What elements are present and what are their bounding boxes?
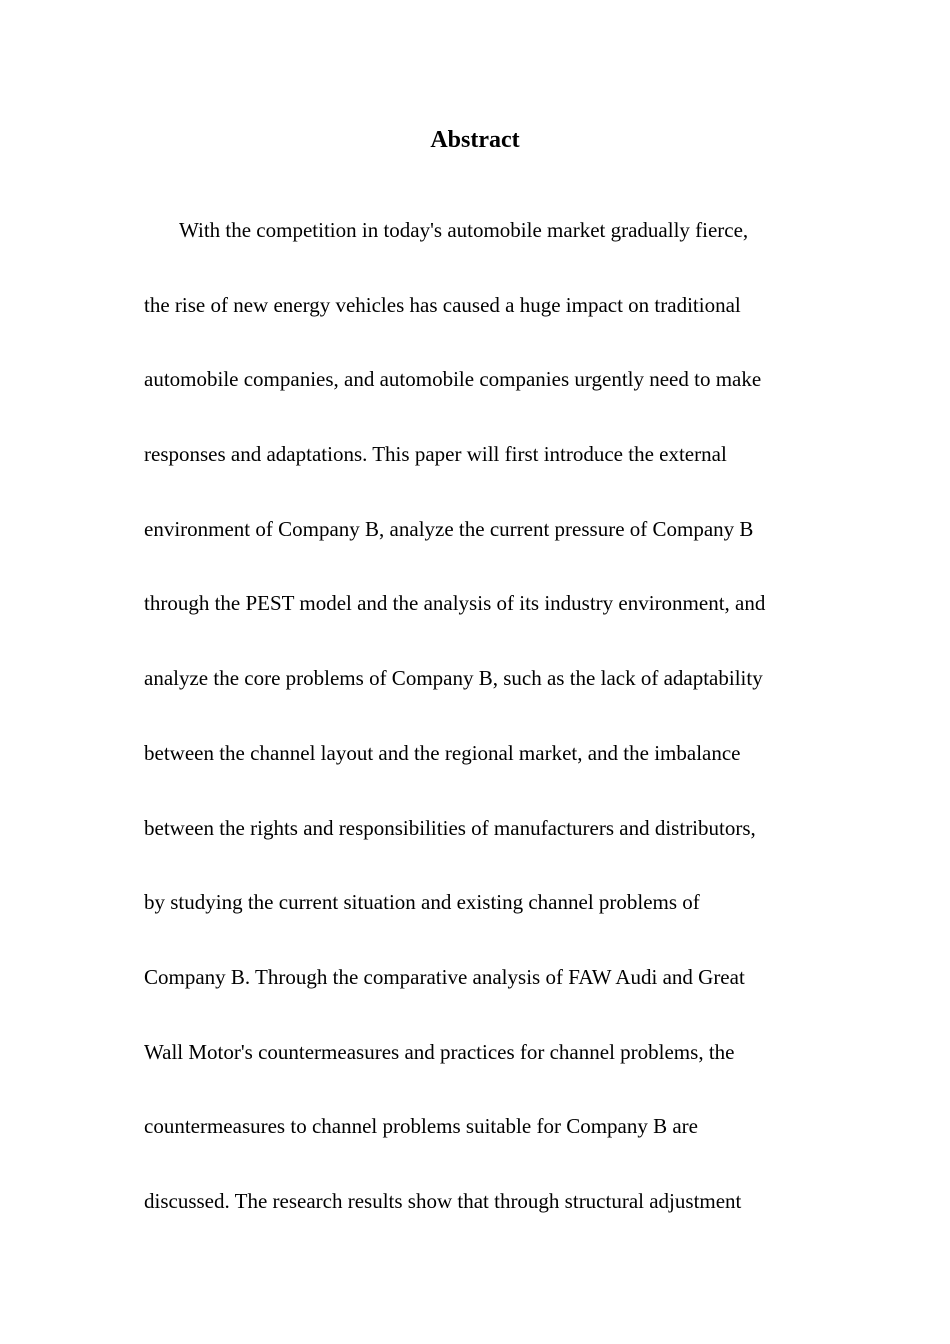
- abstract-line: discussed. The research results show that through structural adjustment: [144, 1188, 742, 1213]
- abstract-line: Wall Motor's countermeasures and practices for channel problems, the: [144, 1039, 735, 1064]
- abstract-line: automobile companies, and automobile companies urgently need to make: [144, 367, 762, 392]
- abstract-line: responses and adaptations. This paper will first introduce the external: [144, 442, 727, 467]
- abstract-line: the rise of new energy vehicles has caused a huge impact on traditional: [144, 292, 741, 317]
- abstract-line: Company B. Through the comparative analysis of FAW Audi and Great: [144, 964, 745, 989]
- abstract-line: countermeasures to channel problems suitable for Company B are: [144, 1114, 698, 1139]
- abstract-line: analyze the core problems of Company B, such as the lack of adaptability: [144, 666, 763, 691]
- abstract-line: by studying the current situation and existing channel problems of: [144, 890, 700, 915]
- abstract-title: Abstract: [430, 127, 520, 153]
- abstract-line: between the rights and responsibilities of manufacturers and distributors,: [144, 815, 756, 840]
- abstract-body: [144, 212, 824, 1258]
- abstract-line: through the PEST model and the analysis of its industry environment, and: [144, 591, 766, 616]
- abstract-line: environment of Company B, analyze the current pressure of Company B: [144, 516, 754, 541]
- abstract-line: With the competition in today's automobile market gradually fierce,: [179, 218, 749, 242]
- abstract-line: between the channel layout and the regional market, and the imbalance: [144, 740, 741, 765]
